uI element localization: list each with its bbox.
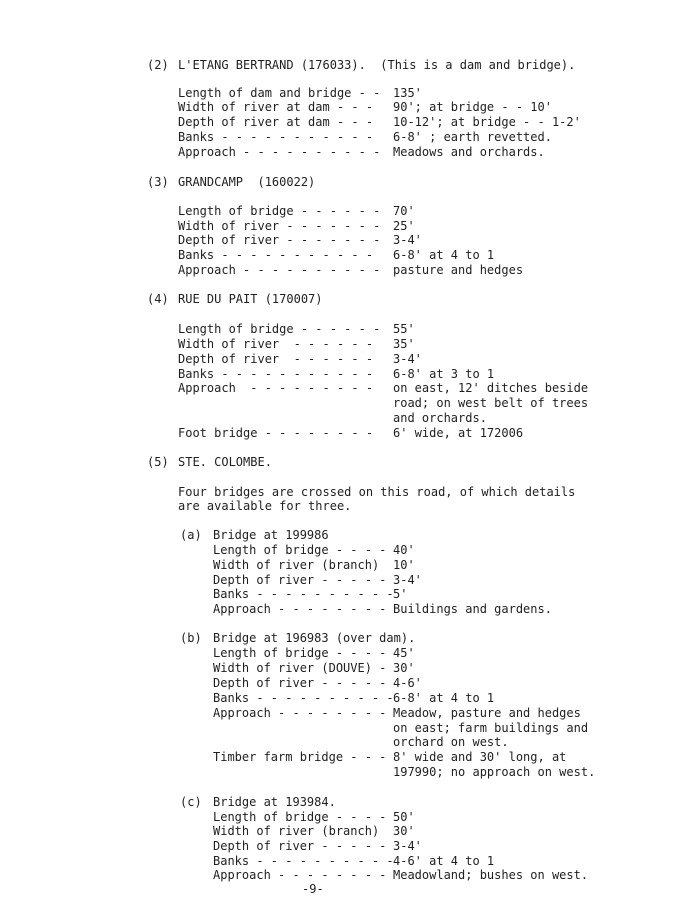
subsection-letter: (a) (180, 528, 202, 542)
row-value: 40' (393, 543, 415, 557)
row-value: 10-12'; at bridge - - 1-2' (393, 115, 581, 129)
row-value: 25' (393, 219, 415, 233)
row-label: Depth of river - - - - - (213, 676, 394, 690)
subsection-title: Bridge at 196983 (over dam). (213, 631, 416, 645)
row-label: Width of river (branch) (213, 558, 394, 572)
row-label: Approach - - - - - - - - - - (178, 263, 381, 277)
row-value: Meadows and orchards. (393, 145, 545, 159)
row-label: Banks - - - - - - - - - - (213, 691, 394, 705)
row-label: Depth of river - - - - - - (178, 352, 381, 366)
row-value-continued: orchard on west. (393, 735, 509, 749)
row-label: Width of river at dam - - - (178, 100, 381, 114)
row-label: Approach - - - - - - - - - (178, 381, 381, 395)
row-value: 135' (393, 86, 422, 100)
row-value: 3-4' (393, 839, 422, 853)
section-number: (5) (147, 455, 169, 469)
row-label: Length of bridge - - - - (213, 810, 394, 824)
row-value: 6-8' at 4 to 1 (393, 248, 495, 262)
page-number: -9- (302, 882, 324, 896)
row-value: 90'; at bridge - - 10' (393, 100, 552, 114)
row-value-continued: road; on west belt of trees (393, 396, 589, 410)
row-label: Depth of river - - - - - - - (178, 233, 381, 247)
row-label: Length of dam and bridge - - (178, 86, 388, 100)
section-heading: RUE DU PAIT (170007) (178, 292, 323, 306)
row-value: 8' wide and 30' long, at (393, 750, 567, 764)
row-label: Width of river - - - - - - (178, 337, 381, 351)
section-number: (4) (147, 292, 169, 306)
row-value: on east, 12' ditches beside (393, 381, 589, 395)
row-value: 50' (393, 810, 415, 824)
row-value: 6' wide, at 172006 (393, 426, 524, 440)
row-label: Depth of river - - - - - (213, 839, 394, 853)
row-value: 6-8' at 4 to 1 (393, 691, 495, 705)
row-value: 3-4' (393, 352, 422, 366)
section-number: (3) (147, 175, 169, 189)
row-value: 35' (393, 337, 415, 351)
row-value: Buildings and gardens. (393, 602, 552, 616)
row-value: 30' (393, 661, 415, 675)
section-heading: GRANDCAMP (160022) (178, 175, 316, 189)
subsection-letter: (b) (180, 631, 202, 645)
row-value: Meadow, pasture and hedges (393, 706, 581, 720)
row-label: Width of river (DOUVE) - (213, 661, 394, 675)
row-label: Approach - - - - - - - - (213, 602, 394, 616)
subsection-title: Bridge at 199986 (213, 528, 329, 542)
intro-line: Four bridges are crossed on this road, of which details (178, 485, 576, 499)
row-label: Banks - - - - - - - - - - - (178, 130, 381, 144)
row-value: 55' (393, 322, 415, 336)
row-label: Length of bridge - - - - - - (178, 204, 381, 218)
row-value-continued: and orchards. (393, 411, 487, 425)
row-label: Banks - - - - - - - - - - - (178, 367, 381, 381)
row-label: Width of river - - - - - - - (178, 219, 381, 233)
row-label: Foot bridge - - - - - - - - (178, 426, 381, 440)
row-value: 6-8' at 3 to 1 (393, 367, 495, 381)
row-label: Timber farm bridge - - - (213, 750, 394, 764)
row-value: 45' (393, 646, 415, 660)
row-value: 4-6' at 4 to 1 (393, 854, 495, 868)
row-value: pasture and hedges (393, 263, 524, 277)
row-value: 4-6' (393, 676, 422, 690)
row-value: Meadowland; bushes on west. (393, 868, 589, 882)
row-label: Banks - - - - - - - - - - - (178, 248, 381, 262)
row-value: 3-4' (393, 233, 422, 247)
row-label: Length of bridge - - - - (213, 543, 394, 557)
subsection-letter: (c) (180, 795, 202, 809)
row-value: 5' (393, 587, 408, 601)
row-value-continued: on east; farm buildings and (393, 721, 589, 735)
row-label: Banks - - - - - - - - - - (213, 587, 394, 601)
row-value: 3-4' (393, 573, 422, 587)
row-label: Width of river (branch) (213, 824, 394, 838)
row-label: Banks - - - - - - - - - - (213, 854, 394, 868)
row-value: 10' (393, 558, 415, 572)
section-number: (2) (147, 58, 169, 72)
row-label: Length of bridge - - - - (213, 646, 394, 660)
row-label: Approach - - - - - - - - (213, 868, 394, 882)
section-heading: STE. COLOMBE. (178, 455, 272, 469)
row-value: 30' (393, 824, 415, 838)
section-heading: L'ETANG BERTRAND (176033). (This is a dam and bridge). (178, 58, 576, 72)
row-label: Approach - - - - - - - - (213, 706, 394, 720)
row-value-continued: 197990; no approach on west. (393, 765, 596, 779)
row-label: Depth of river at dam - - - (178, 115, 381, 129)
intro-line: are available for three. (178, 499, 352, 513)
row-label: Depth of river - - - - - (213, 573, 394, 587)
subsection-title: Bridge at 193984. (213, 795, 336, 809)
row-value: 6-8' ; earth revetted. (393, 130, 552, 144)
row-value: 70' (393, 204, 415, 218)
row-label: Approach - - - - - - - - - - (178, 145, 381, 159)
row-label: Length of bridge - - - - - - (178, 322, 381, 336)
